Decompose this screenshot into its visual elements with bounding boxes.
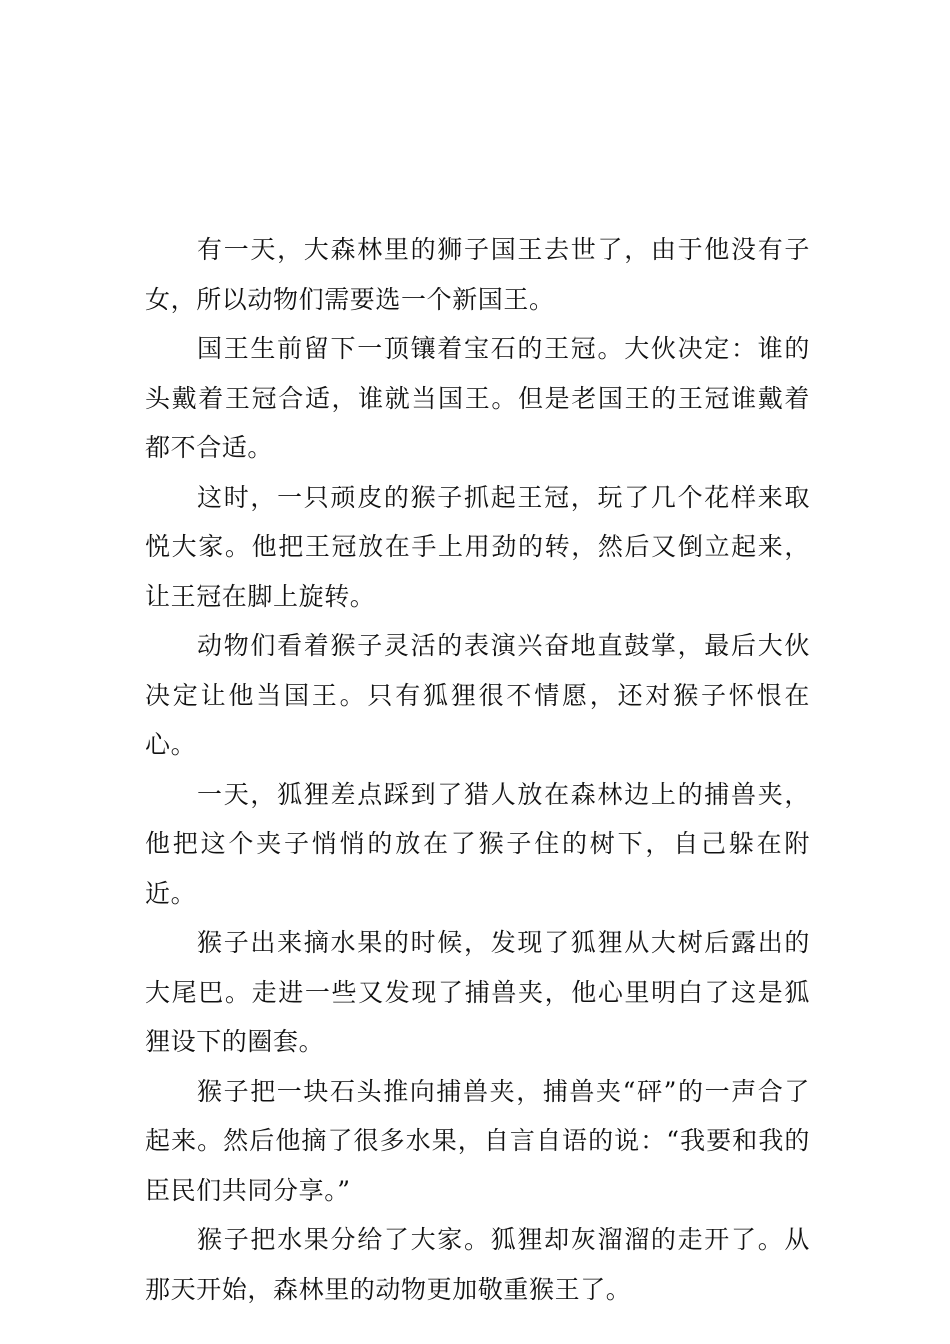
story-paragraph: 猴子把一块石头推向捕兽夹，捕兽夹“砰”的一声合了起来。然后他摘了很多水果，自言自语的说：“我要和我的臣民们共同分享。” — [145, 1076, 810, 1205]
story-paragraph: 国王生前留下一顶镶着宝石的王冠。大伙决定：谁的头戴着王冠合适，谁就当国王。但是老国王的王冠谁戴着都不合适。 — [145, 334, 810, 462]
story-paragraph: 猴子出来摘水果的时候，发现了狐狸从大树后露出的大尾巴。走进一些又发现了捕兽夹，他心里明白了这是狐狸设下的圈套。 — [145, 928, 810, 1056]
story-paragraph: 这时，一只顽皮的猴子抓起王冠，玩了几个花样来取悦大家。他把王冠放在手上用劲的转，然后又倒立起来，让王冠在脚上旋转。 — [145, 482, 810, 611]
story-paragraph: 有一天，大森林里的狮子国王去世了，由于他没有子女，所以动物们需要选一个新国王。 — [145, 235, 810, 314]
story-paragraph: 猴子把水果分给了大家。狐狸却灰溜溜的走开了。从那天开始，森林里的动物更加敬重猴王了。 — [145, 1225, 810, 1304]
story-paragraph: 一天，狐狸差点踩到了猎人放在森林边上的捕兽夹，他把这个夹子悄悄的放在了猴子住的树下，自己躲在附近。 — [145, 779, 810, 908]
story-paragraph: 动物们看着猴子灵活的表演兴奋地直鼓掌，最后大伙决定让他当国王。只有狐狸很不情愿，还对猴子怀恨在心。 — [145, 631, 810, 759]
story-body — [145, 225, 810, 1314]
